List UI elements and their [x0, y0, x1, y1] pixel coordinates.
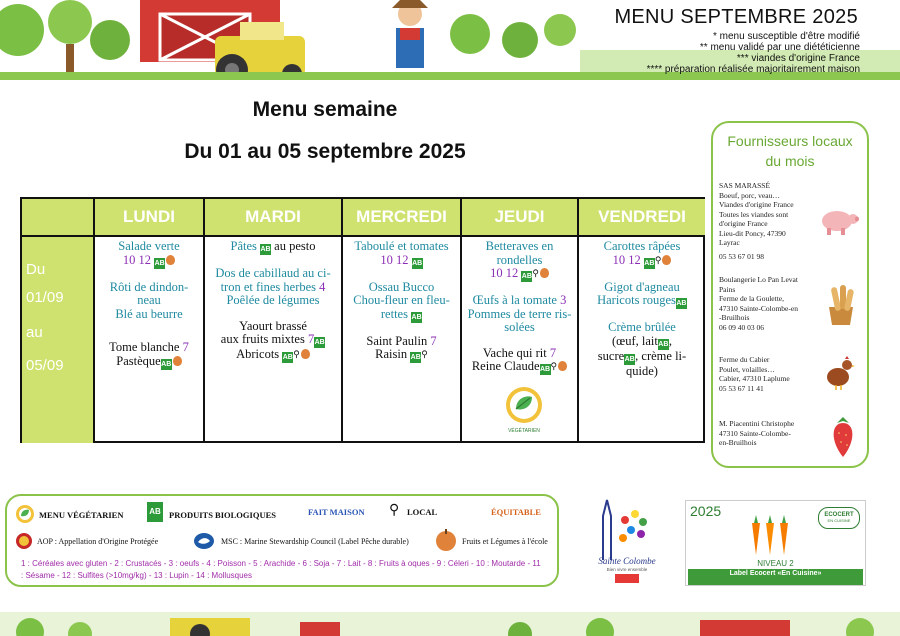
supplier-line: 06 09 40 03 06 [719, 322, 764, 332]
sainte-colombe-badge [615, 574, 639, 583]
day-cell-mercredi [343, 237, 462, 443]
supplier-line: Viandes d'origine France [719, 200, 794, 209]
supplier-line: Layrac [719, 238, 740, 247]
ecocert-year: 2025 [690, 503, 722, 519]
allergen-code: 7 [182, 340, 189, 354]
dish-plat: Rôti de dindon- [109, 279, 189, 294]
legend-veg: MENU VÉGÉTARIEN [39, 510, 124, 520]
dish-entree: Betteraves en [485, 239, 554, 253]
ecocert-small: EN CUISINE [827, 518, 851, 523]
dish-accompagnement: rettes [380, 306, 408, 321]
header-corner [22, 199, 95, 237]
side-text: au [26, 324, 43, 341]
allergen-legend: 1 : Céréales avec gluten - 2 : Crustacés - 3 : oeufs - 4 : Poisson - 5 : Arachide - 6 : Soja - 7 : Lait - 8 : Fruits à oques - 9 : Céleri - 10 : Moutarde - 11 : Sésame - 12 : Sulfites (>10mg/kg) - 13 : Lupin - 14 : Mollusques [21, 559, 541, 580]
supplier-line: en-Bruilhois [719, 438, 757, 447]
supplier-boulangerie [719, 275, 829, 332]
dish-accompagnement: Poêlée de légumes [226, 293, 320, 307]
bio-icon: AB [410, 354, 421, 361]
allergen-codes: 10 12 [380, 252, 409, 267]
fruit-school-icon [173, 356, 182, 366]
dish-accompagnement: Haricots rouges [597, 293, 676, 307]
dish-dessert: Pastèque [116, 353, 161, 368]
ecocert-badge [818, 507, 860, 529]
fruit-school-icon [540, 268, 549, 278]
note-line: *** viandes d'origine France [736, 53, 860, 64]
day-header-mardi: MARDI [205, 199, 343, 237]
allergen-code: 7 [430, 333, 437, 348]
legend-aop: AOP : Appellation d'Origine Protégée [37, 537, 159, 546]
bio-icon: AB [539, 366, 551, 373]
dish-accompagnement: Blé au beurre [115, 306, 183, 321]
bread-basket-icon [825, 283, 857, 327]
bio-icon: AB [521, 273, 532, 280]
sainte-colombe-tagline: Bien vivre ensemble [606, 567, 648, 572]
legend-bio: PRODUITS BIOLOGIQUES [169, 510, 276, 520]
dish-dessert: Reine Claude [471, 359, 540, 373]
supplier-ferme-cabier [719, 355, 815, 393]
supplier-line: M. Piacentini Christophe [719, 419, 795, 428]
bio-icon: AB [644, 259, 655, 267]
supplier-line: Poulet, volailles… [719, 364, 775, 374]
dish-dessert: aux fruits mixtes [220, 332, 305, 346]
dish-accompagnement: solées [504, 320, 535, 334]
suppliers-panel [711, 121, 869, 468]
allergen-codes: 10 12 [612, 252, 641, 267]
supplier-line: SAS MARASSÉ [719, 181, 771, 190]
ecocert-brand: ECOCERT [824, 512, 854, 518]
day-cell-lundi [95, 237, 205, 443]
dish-plat: Dos de cabillaud au ci- [215, 266, 331, 280]
suppliers-title [713, 131, 867, 171]
allergen-code: 4 [319, 279, 326, 294]
local-pin-icon: ⚲ [293, 349, 300, 359]
legend-box [5, 494, 559, 587]
local-pin-icon: ⚲ [654, 254, 662, 265]
chicken-icon [823, 355, 855, 391]
ecocert-level: NIVEAU 2 [757, 559, 794, 568]
allergen-code: 7 [549, 345, 557, 360]
bio-icon: AB [412, 259, 423, 267]
side-text: Du [26, 261, 46, 278]
local-pin-icon: ⚲ [550, 361, 558, 371]
dish-entree-suffix: au pesto [274, 239, 316, 253]
strawberry-icon [829, 413, 857, 459]
supplier-line: Ferme de la Goulette, [719, 294, 784, 303]
week-heading: Menu semaine [252, 98, 398, 121]
note-line: ** menu validé par une diététicienne [699, 42, 860, 53]
dish-plat: Ossau Bucco [368, 279, 435, 294]
legend-local: LOCAL [407, 507, 438, 517]
dish-dessert-detail: quide) [626, 363, 658, 378]
allergen-code: 3 [560, 293, 567, 307]
bio-icon: AB [154, 259, 165, 267]
dish-plat: neau [137, 293, 161, 307]
day-cell-vendredi: Carottes râpées 10 12 AB⚲ Gigot d'agneau Haricots rougesAB Crème brûlée (œuf, laitAB, sucreAB, crème li- quide) [579, 237, 705, 443]
legend-fruits: Fruits et Légumes à l'école [462, 537, 548, 546]
local-pin-icon: ⚲ [421, 349, 428, 359]
supplier-line: Toutes les viandes sont [719, 209, 789, 219]
msc-icon [193, 532, 215, 550]
supplier-line: Lieu-dit Poncy, 47390 [719, 228, 786, 238]
dish-dessert-detail: (œuf, lait [612, 333, 658, 348]
dish-fromage: Tome blanche [109, 340, 180, 354]
menu-table [20, 197, 705, 443]
aop-icon [15, 532, 33, 550]
supplier-line: -Bruilhois [719, 313, 750, 322]
dish-dessert: Yaourt brassé [239, 318, 307, 333]
dish-plat: Œufs à la tomate [472, 293, 557, 307]
dish-dessert: Crème brûlée [608, 320, 676, 334]
dish-dessert: Raisin [375, 347, 408, 361]
supplier-line: 47310 Sainte-Colombe- [719, 428, 791, 438]
note-line: **** préparation réalisée majoritairement maison [646, 64, 860, 75]
dish-entree: Taboulé et tomates [354, 239, 449, 253]
dish-entree: Salade verte [118, 239, 180, 253]
supplier-line: 47310 Sainte-Colombe-en [719, 303, 798, 313]
ecocert-label-text: Label Ecocert «En Cuisine» [729, 570, 822, 577]
carrots-icon [746, 515, 796, 559]
supplier-line: Ferme du Cabier [719, 355, 770, 364]
dish-dessert-detail: sucre [597, 348, 625, 363]
dish-entree: rondelles [496, 252, 543, 267]
suppliers-title-line: Fournisseurs locaux [727, 133, 853, 149]
dish-fromage: Vache qui rit [482, 345, 547, 360]
bio-icon: AB [314, 339, 325, 346]
bottom-farm-illustration [0, 612, 900, 636]
bio-icon: AB [411, 313, 422, 321]
side-text: 05/09 [26, 357, 64, 374]
suppliers-title-line: du mois [765, 153, 815, 169]
vegetarian-logo-text: VÉGÉTARIEN [508, 428, 540, 434]
supplier-line: d'origine France [719, 219, 768, 228]
supplier-line: Boulangerie Lo Pan Levat [719, 275, 798, 284]
bio-icon: AB [161, 360, 172, 368]
fruit-school-icon [662, 255, 671, 265]
fruit-school-icon [301, 349, 310, 359]
supplier-line: Cabier, 47310 Laplume [719, 374, 790, 383]
supplier-piacentini [719, 419, 823, 448]
dish-entree: Carottes râpées [603, 239, 681, 253]
bio-icon: AB [624, 355, 635, 363]
date-range-heading: Du 01 au 05 septembre 2025 [184, 140, 466, 163]
day-cell-mardi [205, 237, 343, 443]
menu-title: MENU SEPTEMBRE 2025 [614, 6, 858, 28]
bio-logo-icon: AB [147, 502, 163, 522]
day-header-mercredi: MERCREDI [343, 199, 462, 237]
bio-icon: AB [282, 354, 293, 361]
dish-fruit: Abricots [236, 347, 280, 361]
local-pin-icon: ⚲ [532, 268, 539, 278]
dish-accompagnement: Pommes de terre ris- [467, 306, 572, 321]
allergen-codes: 10 12 [122, 252, 151, 267]
dish-accompagnement: Chou-fleur en fleu- [353, 293, 450, 307]
bio-icon: AB [260, 246, 271, 253]
allergen-codes: 10 12 [490, 266, 519, 280]
local-pin-icon: ⚲ [389, 503, 400, 518]
ecocert-label [685, 500, 866, 586]
day-header-vendredi: VENDREDI [579, 199, 705, 237]
legend-maison: FAIT MAISON [308, 507, 365, 517]
allergen-code: 7 [307, 332, 315, 346]
dish-fromage: Saint Paulin [366, 333, 428, 348]
sainte-colombe-name: Sainte Colombe [598, 556, 656, 566]
day-header-lundi: LUNDI [95, 199, 205, 237]
day-header-jeudi: JEUDI [462, 199, 579, 237]
dish-plat: tron et fines herbes [220, 279, 317, 294]
supplier-line: 05 53 67 11 41 [719, 383, 764, 393]
supplier-line: Boeuf, porc, veau… [719, 190, 780, 200]
bottom-banner [0, 612, 900, 636]
fruit-school-icon [558, 361, 567, 371]
fruit-school-icon [435, 528, 457, 552]
dish-plat: Gigot d'agneau [604, 279, 680, 294]
supplier-marasse [719, 181, 819, 261]
legend-equitable: ÉQUITABLE [491, 507, 541, 517]
supplier-line: Pains [719, 284, 736, 294]
vegetarian-icon [15, 504, 35, 524]
pig-icon [817, 205, 859, 237]
vegetarian-logo [503, 385, 545, 427]
side-text: 01/09 [26, 289, 64, 306]
note-line: * menu susceptible d'être modifié [713, 31, 860, 42]
top-banner [0, 0, 900, 80]
fruit-school-icon [166, 255, 175, 265]
sainte-colombe-logo [591, 496, 663, 588]
bio-icon: AB [676, 300, 687, 307]
bio-icon: AB [658, 340, 669, 348]
date-side-column [22, 237, 95, 443]
menu-notes [530, 31, 860, 75]
legend-msc: MSC : Marine Stewardship Council (Label Pêche durable) [221, 537, 409, 546]
dish-entree: Pâtes [230, 239, 257, 253]
ecocert-banner [688, 569, 863, 585]
supplier-line: 05 53 67 01 98 [719, 251, 764, 261]
dish-dessert-detail: , crème li- [635, 348, 687, 363]
